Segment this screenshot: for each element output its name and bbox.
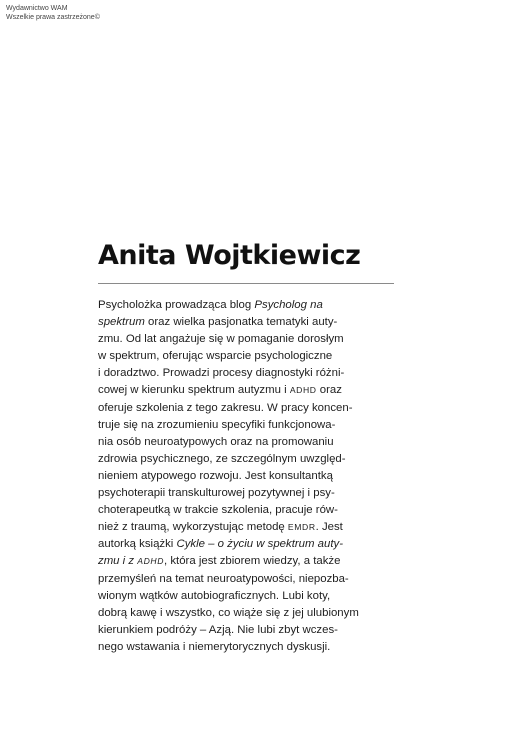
book-title bbox=[98, 555, 164, 567]
bio-text: Psycholożka prowadząca blog bbox=[98, 299, 255, 311]
blog-title: spektrum bbox=[98, 316, 145, 329]
bio-text: , która jest zbiorem wiedzy, a także bbox=[164, 555, 341, 568]
acronym: ADHD bbox=[289, 385, 317, 396]
bio-line: zmu. Od lat angażuje się w pomaganie dorosłym bbox=[98, 333, 344, 346]
bio-line: i doradztwo. Prowadzi procesy diagnostyki różni- bbox=[98, 367, 345, 380]
bio-line: choterapeutką w trakcie szkolenia, pracuje rów- bbox=[98, 504, 338, 517]
bio-line: nego wstawania i niemerytorycznych dyskusji. bbox=[98, 640, 331, 653]
bio-line: wionym wątków autobiograficznych. Lubi koty, bbox=[98, 589, 331, 602]
bio-text: . Jest bbox=[315, 521, 343, 534]
bio-line: dobrą kawę i wszystko, co wiąże się z jej ulubionym bbox=[98, 606, 359, 619]
bio-line bbox=[98, 297, 398, 314]
bio-line: nia osób neuroatypowych oraz na promowaniu bbox=[98, 435, 334, 448]
bio-text: oraz wielka pasjonatka tematyki auty- bbox=[144, 316, 338, 329]
author-bio bbox=[98, 297, 398, 656]
book-title: Cykle – o życiu w spektrum auty- bbox=[176, 538, 343, 551]
bio-text: nież z traumą, wykorzystując metodę bbox=[98, 521, 288, 534]
author-name-heading: Anita Wojtkiewicz bbox=[98, 240, 361, 271]
bio-line bbox=[98, 519, 398, 536]
bio-line bbox=[98, 536, 398, 553]
bio-line: nieniem atypowego rozwoju. Jest konsultantką bbox=[98, 469, 333, 482]
bio-text: cowej w kierunku spektrum autyzmu i bbox=[98, 384, 290, 397]
bio-line: zdrowia psychicznego, ze szczególnym uwzględ- bbox=[98, 452, 346, 465]
acronym: ADHD bbox=[137, 556, 165, 567]
bio-line bbox=[98, 314, 398, 331]
bio-line: oferuje szkolenia z tego zakresu. W pracy koncen- bbox=[98, 401, 353, 414]
bio-line bbox=[98, 382, 398, 399]
bio-text: oraz bbox=[316, 384, 342, 397]
rights-notice: Wszelkie prawa zastrzeżone© bbox=[6, 14, 100, 21]
bio-line: przemyśleń na temat neuroatypowości, niepozba- bbox=[98, 572, 349, 585]
blog-title: Psycholog na bbox=[254, 299, 323, 311]
bio-line: w spektrum, oferując wsparcie psychologiczne bbox=[98, 350, 333, 363]
publisher-watermark bbox=[6, 4, 100, 22]
bio-line: psychoterapii transkulturowej pozytywnej i psy- bbox=[98, 487, 335, 500]
bio-line: kierunkiem podróży – Azją. Nie lubi zbyt wczes- bbox=[98, 623, 338, 636]
bio-text: autorką książki bbox=[98, 538, 177, 551]
bio-line bbox=[98, 553, 398, 570]
acronym: EMDR bbox=[287, 522, 316, 533]
heading-divider bbox=[98, 283, 394, 284]
publisher-name: Wydawnictwo WAM bbox=[6, 5, 68, 12]
bio-line: truje się na zrozumieniu specyfiki funkcjonowa- bbox=[98, 418, 336, 431]
book-title-text: zmu i z bbox=[98, 555, 138, 568]
